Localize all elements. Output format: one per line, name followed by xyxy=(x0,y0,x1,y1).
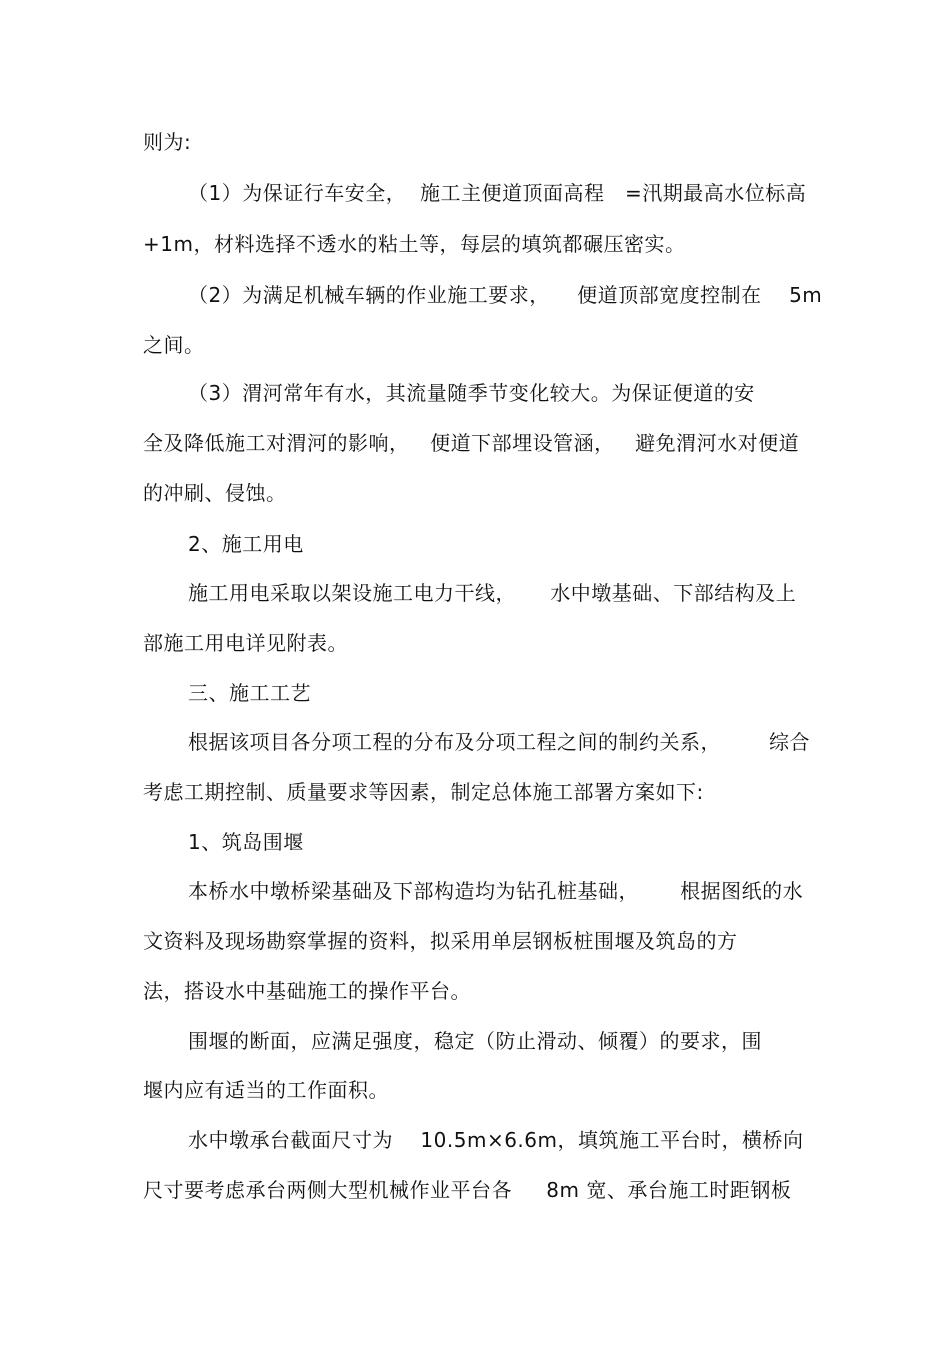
text-line: 文资料及现场勘察掌握的资料，拟采用单层钢板桩围堰及筑岛的方 xyxy=(143,929,738,953)
text-line: 根据该项目各分项工程的分布及分项工程之间的制约关系， 综合 xyxy=(188,730,811,754)
text-line: 水中墩承台截面尺寸为 10.5m×6.6m，填筑施工平台时，横桥向 xyxy=(188,1128,804,1152)
section-heading: 1、筑岛围堰 xyxy=(188,830,304,854)
text-line: 堰内应有适当的工作面积。 xyxy=(143,1078,389,1102)
text-line: 法，搭设水中基础施工的操作平台。 xyxy=(143,979,471,1003)
text-line: （2）为满足机械车辆的作业施工要求， 便道顶部宽度控制在 5m xyxy=(188,283,823,307)
text-line: 本桥水中墩桥梁基础及下部构造均为钻孔桩基础， 根据图纸的水 xyxy=(188,879,804,903)
section-heading: 三、施工工艺 xyxy=(188,681,311,705)
text-line: 部施工用电详见附表。 xyxy=(143,631,348,655)
text-line: 全及降低施工对渭河的影响， 便道下部埋设管涵， 避免渭河水对便道 xyxy=(143,431,800,455)
text-line: 则为: xyxy=(143,130,192,154)
text-line: +1m，材料选择不透水的粘土等，每层的填筑都碾压密实。 xyxy=(143,232,686,256)
text-line: 尺寸要考虑承台两侧大型机械作业平台各 8m 宽、承台施工时距钢板 xyxy=(143,1178,792,1202)
text-line: 的冲刷、侵蚀。 xyxy=(143,481,287,505)
text-line: （3）渭河常年有水，其流量随季节变化较大。为保证便道的安 xyxy=(188,381,755,405)
text-line: 考虑工期控制、质量要求等因素，制定总体施工部署方案如下: xyxy=(143,780,704,804)
text-line: 施工用电采取以架设施工电力干线， 水中墩基础、下部结构及上 xyxy=(188,581,797,605)
text-line: 之间。 xyxy=(143,333,205,357)
text-line: 围堰的断面，应满足强度，稳定（防止滑动、倾覆）的要求，围 xyxy=(188,1029,762,1053)
section-heading: 2、施工用电 xyxy=(188,532,304,556)
text-line: （1）为保证行车安全， 施工主便道顶面高程 =汛期最高水位标高 xyxy=(188,181,807,205)
